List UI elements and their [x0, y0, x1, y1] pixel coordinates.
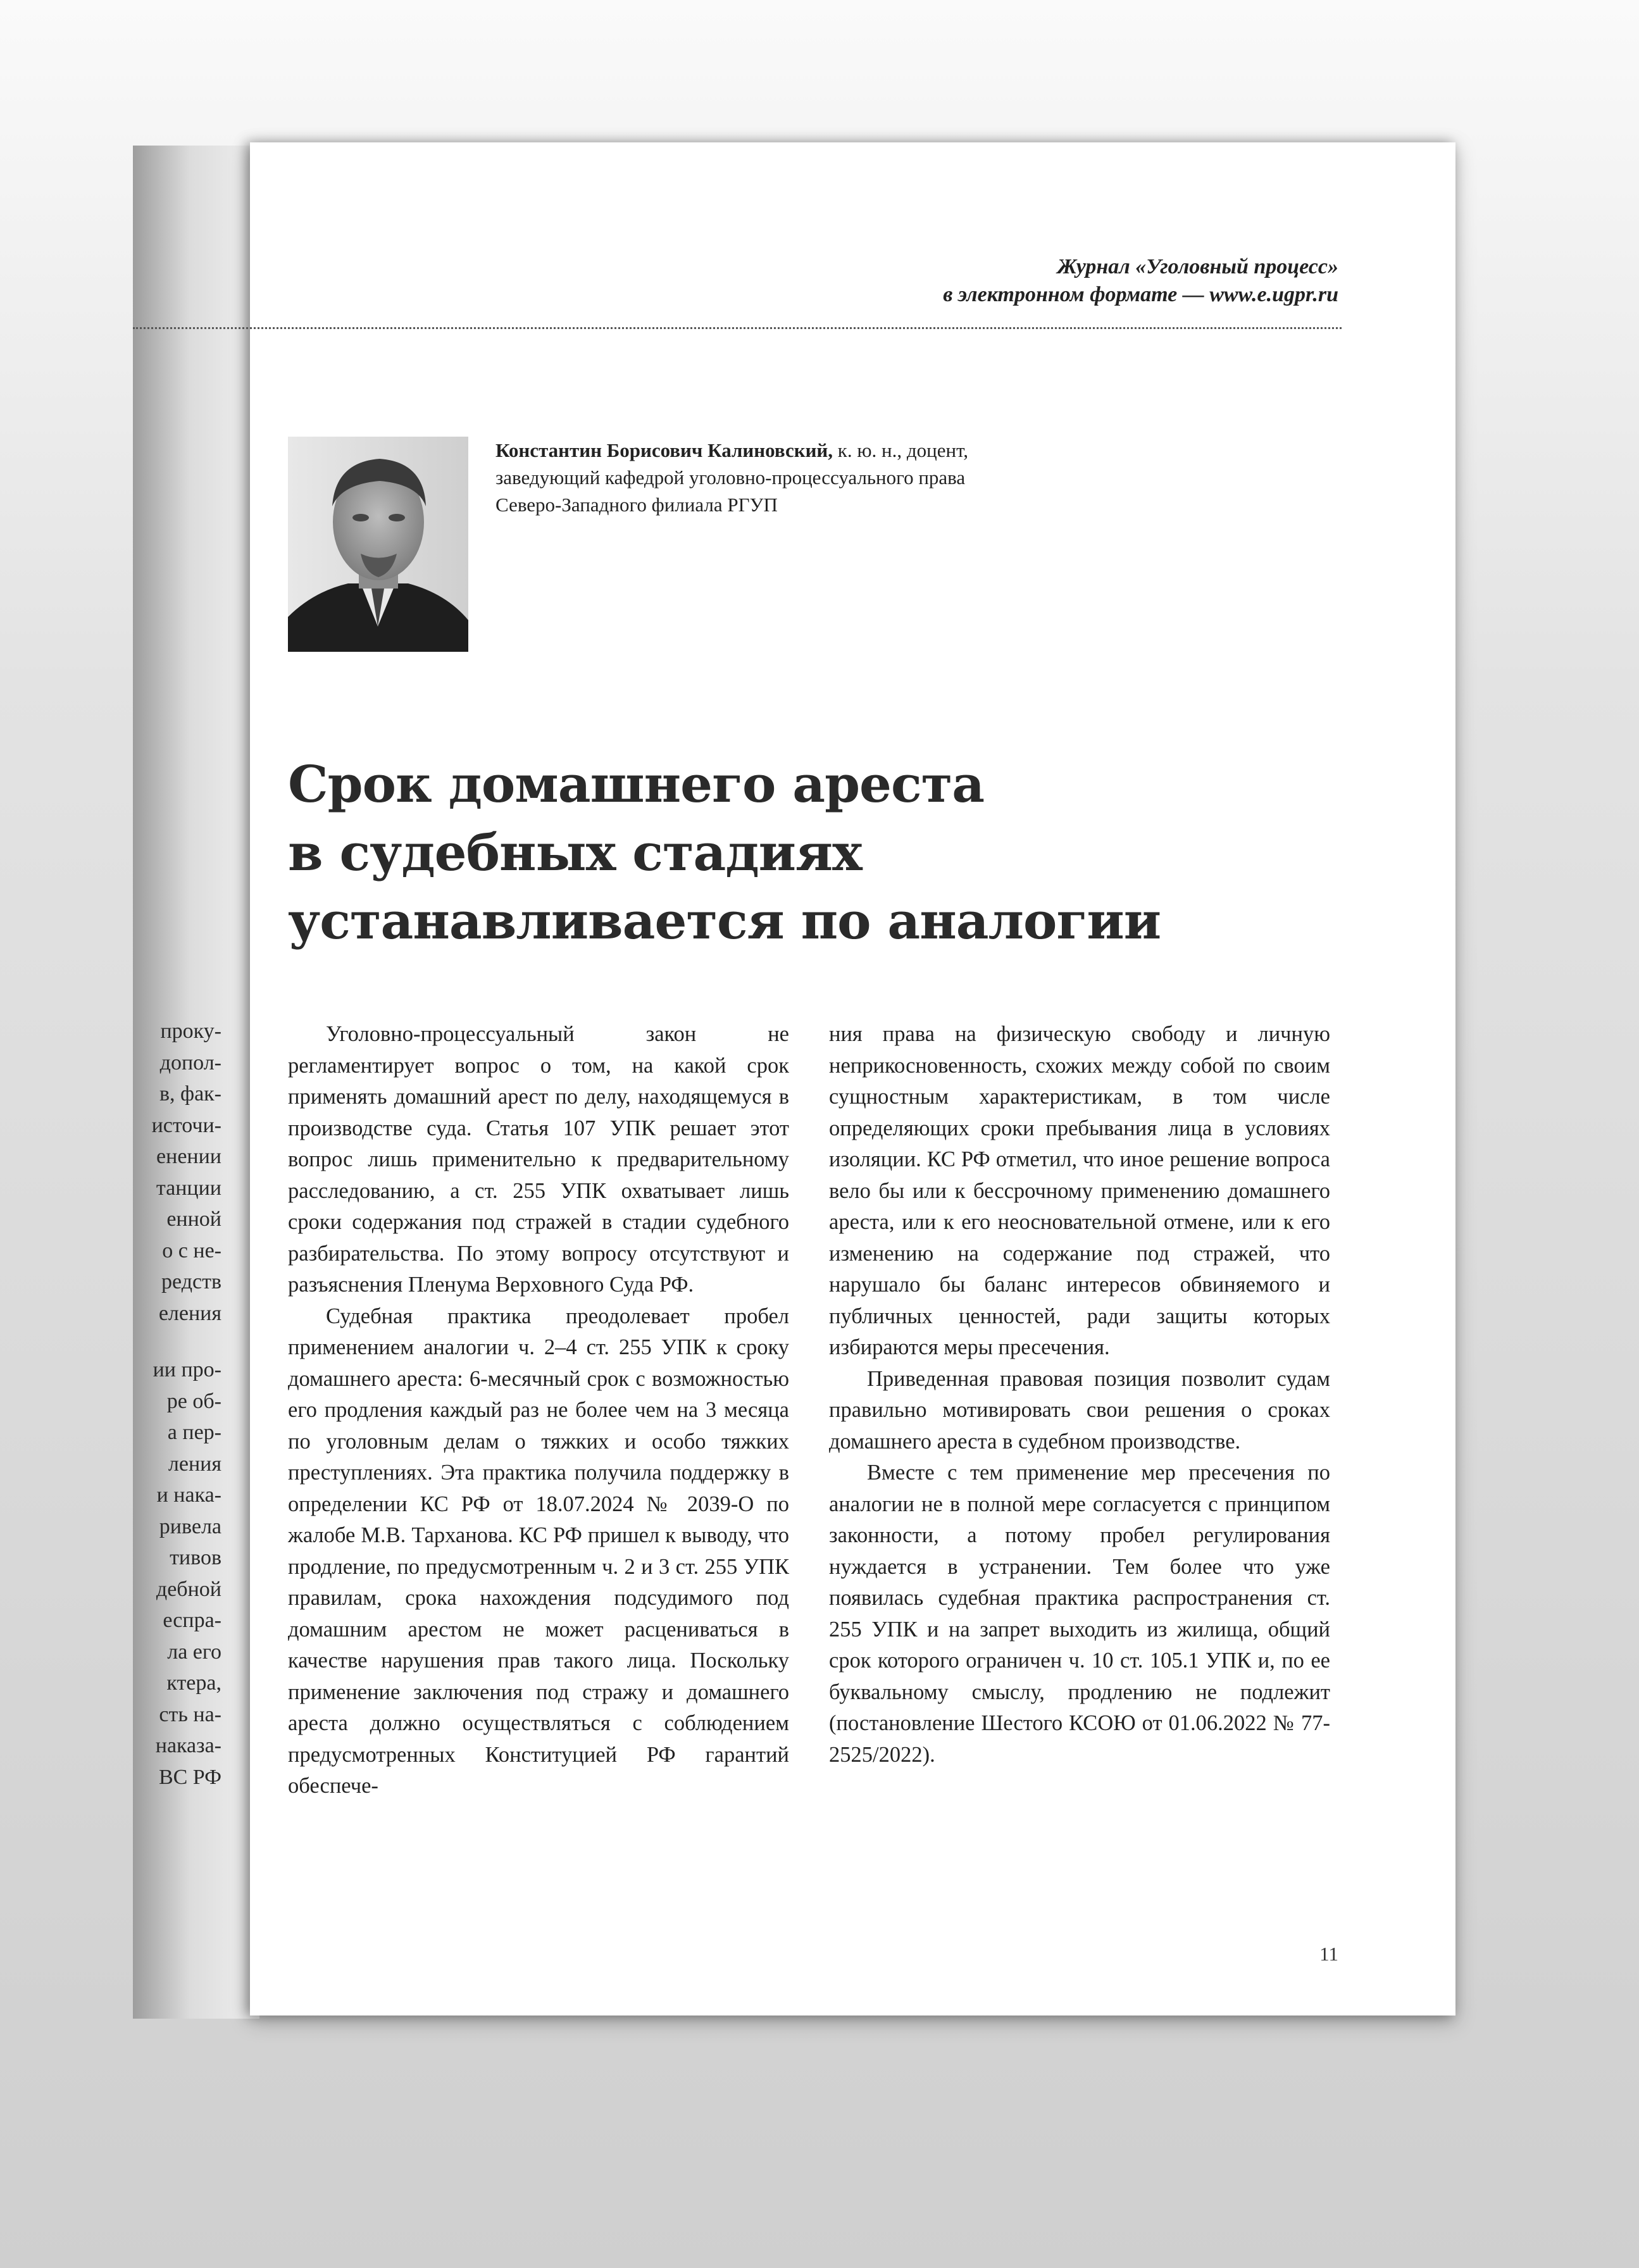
title-line-3: устанавливается по аналогии	[288, 891, 1161, 950]
author-info	[495, 437, 1223, 518]
author-degree: к. ю. н., доцент,	[833, 439, 969, 461]
journal-header	[943, 253, 1338, 309]
left-page-fragment: ла его	[167, 1640, 221, 1664]
title-line-1: Срок домашнего ареста	[288, 754, 985, 814]
left-page-fragment: дебной	[156, 1577, 221, 1601]
left-page-fragment: источи-	[151, 1113, 221, 1137]
author-line-1	[495, 437, 1223, 464]
left-page-fragment: ии про-	[153, 1358, 221, 1381]
page-number: 11	[1319, 1943, 1338, 1965]
left-page-fragment: о с не-	[162, 1238, 221, 1262]
left-page-fragment: а пер-	[167, 1421, 221, 1444]
header-line-2: в электронном формате — www.e.ugpr.ru	[943, 283, 1338, 306]
left-page-fragment: ления	[168, 1452, 221, 1476]
title-line-2: в судебных стадиях	[288, 823, 862, 882]
left-page-fragment: сть на-	[159, 1702, 221, 1726]
header-line-1: Журнал «Уголовный процесс»	[1057, 255, 1338, 278]
fragment-gap	[133, 1329, 221, 1354]
journal-page	[250, 142, 1455, 2016]
left-page-fragment: еспра-	[163, 1609, 221, 1632]
author-name: Константин Борисович Калиновский,	[495, 439, 833, 461]
left-page-fragment: редств	[161, 1270, 221, 1293]
article-title	[288, 750, 1300, 955]
left-page-fragment: и нака-	[156, 1483, 221, 1507]
author-photo	[288, 437, 468, 652]
article-column-right	[829, 1019, 1330, 1771]
left-page-fragment: в, фак-	[159, 1082, 221, 1106]
left-page-fragment: ВС РФ	[158, 1765, 221, 1789]
paragraph-4: Вместе с тем применение мер пресечения по аналогии не в полной мере согласуется с принципом законности, а потому пробел регулирования нуждается в устранении. Тем более что уже появилась судебная практика распространения ст. 255 УПК и на запрет выходить из жилища, общий срок которого ограничен ч. 10 ст. 105.1 УПК и, по ее буквальному смыслу, продлению не подлежит (постановление Шестого КСОЮ от 01.06.2022 № 77-2525/2022).	[829, 1461, 1330, 1767]
left-page-fragment: танции	[156, 1176, 221, 1200]
left-page-fragment: проку-	[160, 1019, 221, 1043]
left-page-fragment: енении	[156, 1145, 221, 1168]
paragraph-2: Судебная практика преодолевает пробел применением аналогии ч. 2–4 ст. 255 УПК к сроку домашнего ареста: 6-месячный срок с возможностью его продления каждый раз не более чем на 3 месяца по уголовным делам о тяжких и особо тяжких преступлениях. Эта практика получила поддержку в определении КС РФ от 18.07.2024 № 2039-О по жалобе М.В. Тарханова. КС РФ пришел к выводу, что продление, по предусмотренным ч. 2 и 3 ст. 255 УПК правилам, срока нахождения подсудимого под домашним арестом не может расцениваться в качестве нарушения прав такого лица. Поскольку применение заключения под стражу и домашнего ареста должно осуществляться с соблюдением предусмотренных Конституцией РФ гарантий обеспече-	[288, 1304, 789, 1798]
author-position-1: заведующий кафедрой уголовно-процессуального права	[495, 466, 966, 489]
left-page-fragment: ре об-	[166, 1389, 221, 1413]
author-position-2: Северо-Западного филиала РГУП	[495, 494, 778, 516]
paragraph-3: Приведенная правовая позиция позволит судам правильно мотивировать свои решения о сроках домашнего ареста в судебном производстве.	[829, 1366, 1330, 1454]
left-page-fragment: наказа-	[155, 1734, 221, 1757]
left-page-fragment: енной	[166, 1207, 221, 1231]
left-page-text-fragments	[133, 1016, 221, 1793]
paragraph-1: Уголовно-процессуальный закон не регламентирует вопрос о том, на какой срок применять домашний арест по делу, находящемуся в производстве суда. Статья 107 УПК решает этот вопрос лишь применительно к предварительному расследованию, а ст. 255 УПК охватывает лишь сроки содержания под стражей в стадии судебного разбирательства. По этому вопросу отсутствуют и разъяснения Пленума Верховного Суда РФ.	[288, 1022, 789, 1297]
left-page-fragment: допол-	[159, 1050, 221, 1075]
left-page-fragment: еления	[158, 1301, 221, 1325]
left-page-fragment: ривела	[159, 1514, 221, 1538]
article-column-left	[288, 1019, 789, 1802]
left-page-fragment: тивов	[170, 1546, 221, 1569]
left-page-fragment: ктера,	[166, 1671, 221, 1695]
paragraph-2-continued: ния права на физическую свободу и личную неприкосновенность, схожих между собой по своим сущностным характеристикам, в том числе определяющих сроки пребывания лица в условиях изоляции. КС РФ отметил, что иное решение вопроса вело бы или к бессрочному применению домашнего ареста, или к его неосновательной отмене, или к его изменению на содержание под стражей, что нарушало бы баланс интересов обвиняемого и публичных ценностей, ради защиты которых избираются меры пресечения.	[829, 1022, 1330, 1359]
header-dotted-rule	[133, 327, 1342, 329]
